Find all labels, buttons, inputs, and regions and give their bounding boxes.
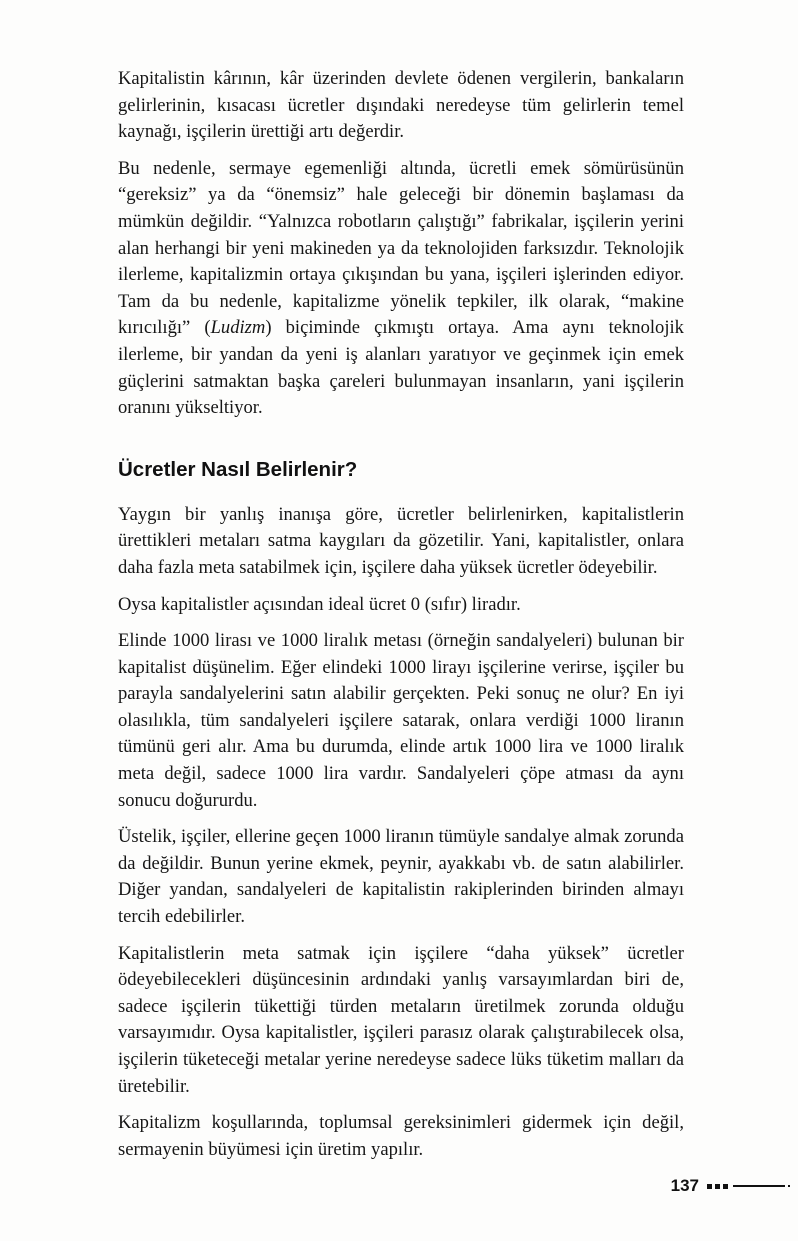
paragraph-7: Kapitalistlerin meta satmak için işçilere “daha yüksek” ücretler ödeyebilecekleri düşüncesinin ardındaki yanlış varsayımlardan biri de, sadece işçilerin tükettiği türden metaların üretilmek zorunda olduğu varsayımıdır. Oysa kapitalistler, işçileri parasız olarak çalıştırabilecek olsa, işçilerin tüketeceği metalar yerine neredeyse sadece lüks tüketim malları da üretebilir.: [118, 942, 684, 1097]
ornament-rule: [733, 1185, 785, 1187]
paragraph-6: Üstelik, işçiler, ellerine geçen 1000 liranın tümüyle sandalye almak zorunda da değildir. Bunun yerine ekmek, peynir, ayakkabı vb. de satın alabilirler. Diğer yandan, sandalyeleri de kapitalistin rakiplerinden birinden almayı tercih edebilirler.: [118, 826, 684, 928]
ornament-dot-icon: [788, 1185, 790, 1187]
paragraph-2-text-a: Bu nedenle, sermaye egemenliği altında, ücretli emek sömürüsünün “gereksiz” ya da “önemsiz” hale geleceği bir dönemin başlaması da mümkün değildir. “Yalnızca robotların çalıştığı” fabrikalar, işçilerin yerini alan herhangi bir yeni makineden ya da teknolojiden farksızdır. Teknolojik ilerleme, kapitalizmin ortaya çıkışından bu yana, işçileri işlerinden ediyor. Tam da bu nedenle, kapitalizme yönelik tepkiler, ilk olarak, “makine kırıcılığı” (: [118, 157, 684, 339]
paragraph-2-text-b: ) biçiminde çıkmıştı ortaya. Ama aynı teknolojik ilerleme, bir yandan da yeni iş alanları yaratıyor ve geçinmek için emek güçlerini satmaktan başka çareleri bulunmayan insanların, yani işçilerin oranını yükseltiyor.: [118, 317, 684, 419]
page-number: 137: [670, 1176, 699, 1195]
footer-ornament-icon: [707, 1184, 790, 1189]
paragraph-4: Oysa kapitalistler açısından ideal ücret 0 (sıfır) liradır.: [118, 593, 521, 615]
paragraph-5: Elinde 1000 lirası ve 1000 liralık metası (örneğin sandalyeleri) bulunan bir kapitalist düşünelim. Eğer elindeki 1000 lirayı işçilerine verirse, işçiler bu parayla sandalyelerini satın alabilir gerçekten. Peki sonuç ne olur? En iyi olasılıkla, tüm sandalyeleri işçilere satarak, onlara verdiği 1000 liranın tümünü geri alır. Ama bu durumda, elinde artık 1000 lira ve 1000 liralık meta değil, sadece 1000 lira vardır. Sandalyeleri çöpe atması da aynı sonucu doğururdu.: [118, 630, 684, 811]
text-column: [118, 66, 684, 1173]
ornament-square-icon: [715, 1184, 720, 1189]
paragraph-3: Yaygın bir yanlış inanışa göre, ücretler belirlenirken, kapitalistlerin ürettikleri metaları satma kaygıları da gözetilir. Yani, kapitalistler, onlara daha fazla meta satabilmek için, işçilere daha yüksek ücretler ödeyebilir.: [118, 503, 684, 578]
page-footer: [671, 1176, 790, 1196]
paragraph-2: [118, 156, 684, 422]
section-heading: Ücretler Nasıl Belirlenir?: [118, 457, 358, 481]
paragraph-8: Kapitalizm koşullarında, toplumsal gereksinimleri gidermek için değil, sermayenin büyümesi için üretim yapılır.: [118, 1112, 684, 1160]
ornament-square-icon: [723, 1184, 728, 1189]
paragraph-1: Kapitalistin kârının, kâr üzerinden devlete ödenen vergilerin, bankaların gelirlerinin, kısacası ücretler dışındaki neredeyse tüm gelirlerin temel kaynağı, işçilerin ürettiği artı değerdir.: [118, 68, 684, 143]
paragraph-2-italic-term: Ludizm: [210, 317, 266, 339]
ornament-square-icon: [707, 1184, 712, 1189]
